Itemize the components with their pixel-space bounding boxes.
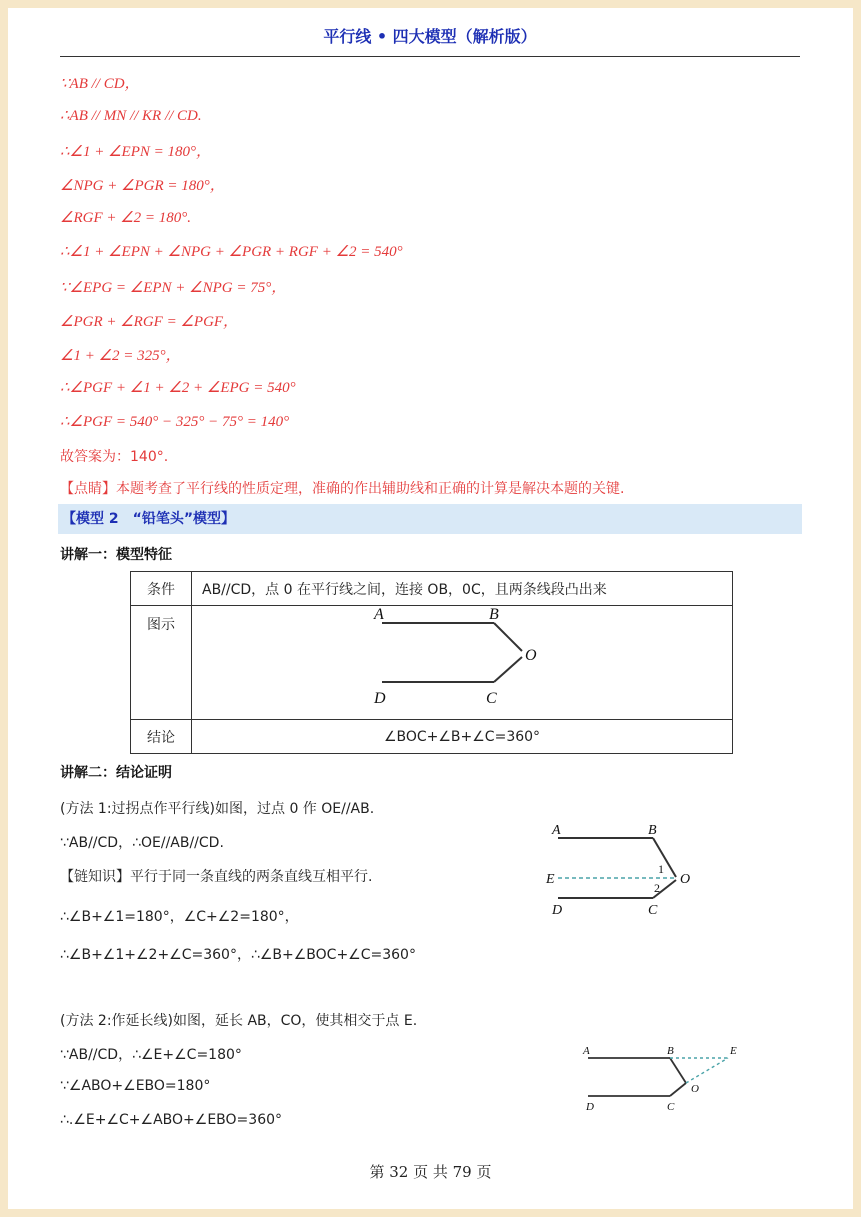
label-a: A bbox=[583, 1045, 590, 1057]
label-a: A bbox=[374, 606, 384, 623]
condition-text: AB//CD，点 0 在平行线之间，连接 OB，0C，且两条线段凸出来 bbox=[192, 572, 733, 606]
label-b: B bbox=[489, 606, 499, 623]
method2-line: ∴.∠E+∠C+∠ABO+∠EBO=360° bbox=[60, 1112, 283, 1128]
method2-line: ∵AB//CD，∴∠E+∠C=180° bbox=[60, 1047, 242, 1063]
segment-bo bbox=[653, 838, 676, 877]
label-a: A bbox=[552, 823, 561, 838]
answer-line: 故答案为：140°. bbox=[60, 449, 169, 465]
label-c: C bbox=[648, 903, 658, 918]
label-o: O bbox=[691, 1083, 699, 1095]
proof-line: ∠RGF + ∠2 = 180°. bbox=[60, 210, 192, 226]
proof-line: ∴∠PGF + ∠1 + ∠2 + ∠EPG = 540° bbox=[60, 380, 296, 396]
conclusion-text: ∠BOC+∠B+∠C=360° bbox=[192, 720, 733, 754]
pencil-model-figure bbox=[202, 607, 722, 719]
condition-label: 条件 bbox=[131, 572, 192, 606]
proof-line: ∠NPG + ∠PGR = 180°， bbox=[60, 178, 225, 194]
model-title-bar: 【模型 2 “铅笔头”模型】 bbox=[58, 504, 802, 534]
proof-line: ∴∠1 + ∠EPN + ∠NPG + ∠PGR + RGF + ∠2 = 540° bbox=[60, 244, 403, 260]
method2-line: (方法 2:作延长线)如图，延长 AB，CO，使其相交于点 E. bbox=[60, 1013, 418, 1029]
label-angle-2: 2 bbox=[654, 881, 660, 895]
method2-line: ∵∠ABO+∠EBO=180° bbox=[60, 1078, 211, 1094]
label-c: C bbox=[667, 1101, 675, 1113]
proof-line: ∠PGR + ∠RGF = ∠PGF， bbox=[60, 314, 239, 330]
section-heading-proof: 讲解二：结论证明 bbox=[60, 765, 172, 781]
segment-bo bbox=[670, 1058, 686, 1083]
label-o: O bbox=[525, 646, 537, 664]
extension-co-dashed bbox=[686, 1058, 728, 1083]
method2-figure bbox=[573, 1038, 753, 1118]
label-d: D bbox=[374, 689, 386, 707]
method1-line: (方法 1:过拐点作平行线)如图，过点 0 作 OE//AB. bbox=[60, 801, 375, 817]
method1-line: ∴∠B+∠1+∠2+∠C=360°，∴∠B+∠BOC+∠C=360° bbox=[60, 947, 416, 963]
method1-figure bbox=[538, 820, 708, 920]
proof-line: ∴AB // MN // KR // CD. bbox=[60, 108, 202, 124]
conclusion-label: 结论 bbox=[131, 720, 192, 754]
label-d: D bbox=[552, 903, 563, 918]
proof-line: ∵∠EPG = ∠EPN + ∠NPG = 75°， bbox=[60, 280, 287, 296]
label-d: D bbox=[586, 1101, 594, 1113]
method1-line: ∴∠B+∠1=180°，∠C+∠2=180°， bbox=[60, 909, 299, 925]
segment-co bbox=[494, 657, 522, 682]
label-e: E bbox=[546, 872, 555, 887]
section-heading-features: 讲解一：模型特征 bbox=[60, 547, 172, 563]
label-b: B bbox=[667, 1045, 674, 1057]
model-table bbox=[130, 571, 733, 754]
page-footer: 第 32 页 共 79 页 bbox=[369, 1163, 492, 1181]
label-o: O bbox=[680, 872, 691, 887]
proof-line: ∵AB // CD， bbox=[60, 76, 140, 92]
document-page bbox=[8, 8, 853, 1209]
tip-note: 【点睛】本题考查了平行线的性质定理，准确的作出辅助线和正确的计算是解决本题的关键. bbox=[60, 481, 625, 497]
segment-bo bbox=[494, 623, 522, 651]
segment-co bbox=[670, 1083, 686, 1096]
label-e: E bbox=[730, 1045, 737, 1057]
method1-line: 【链知识】平行于同一条直线的两条直线互相平行. bbox=[60, 869, 373, 885]
proof-line: ∴∠1 + ∠EPN = 180°， bbox=[60, 144, 212, 160]
figure-label: 图示 bbox=[131, 606, 192, 720]
proof-line: ∠1 + ∠2 = 325°， bbox=[60, 348, 181, 364]
label-b: B bbox=[648, 823, 657, 838]
figure-cell bbox=[192, 606, 733, 720]
method1-line: ∵AB//CD，∴OE//AB//CD. bbox=[60, 835, 224, 851]
label-angle-1: 1 bbox=[658, 862, 664, 876]
page-header-title: 平行线 • 四大模型（解析版） bbox=[60, 24, 800, 57]
label-c: C bbox=[486, 689, 497, 707]
proof-line: ∴∠PGF = 540° − 325° − 75° = 140° bbox=[60, 414, 290, 430]
